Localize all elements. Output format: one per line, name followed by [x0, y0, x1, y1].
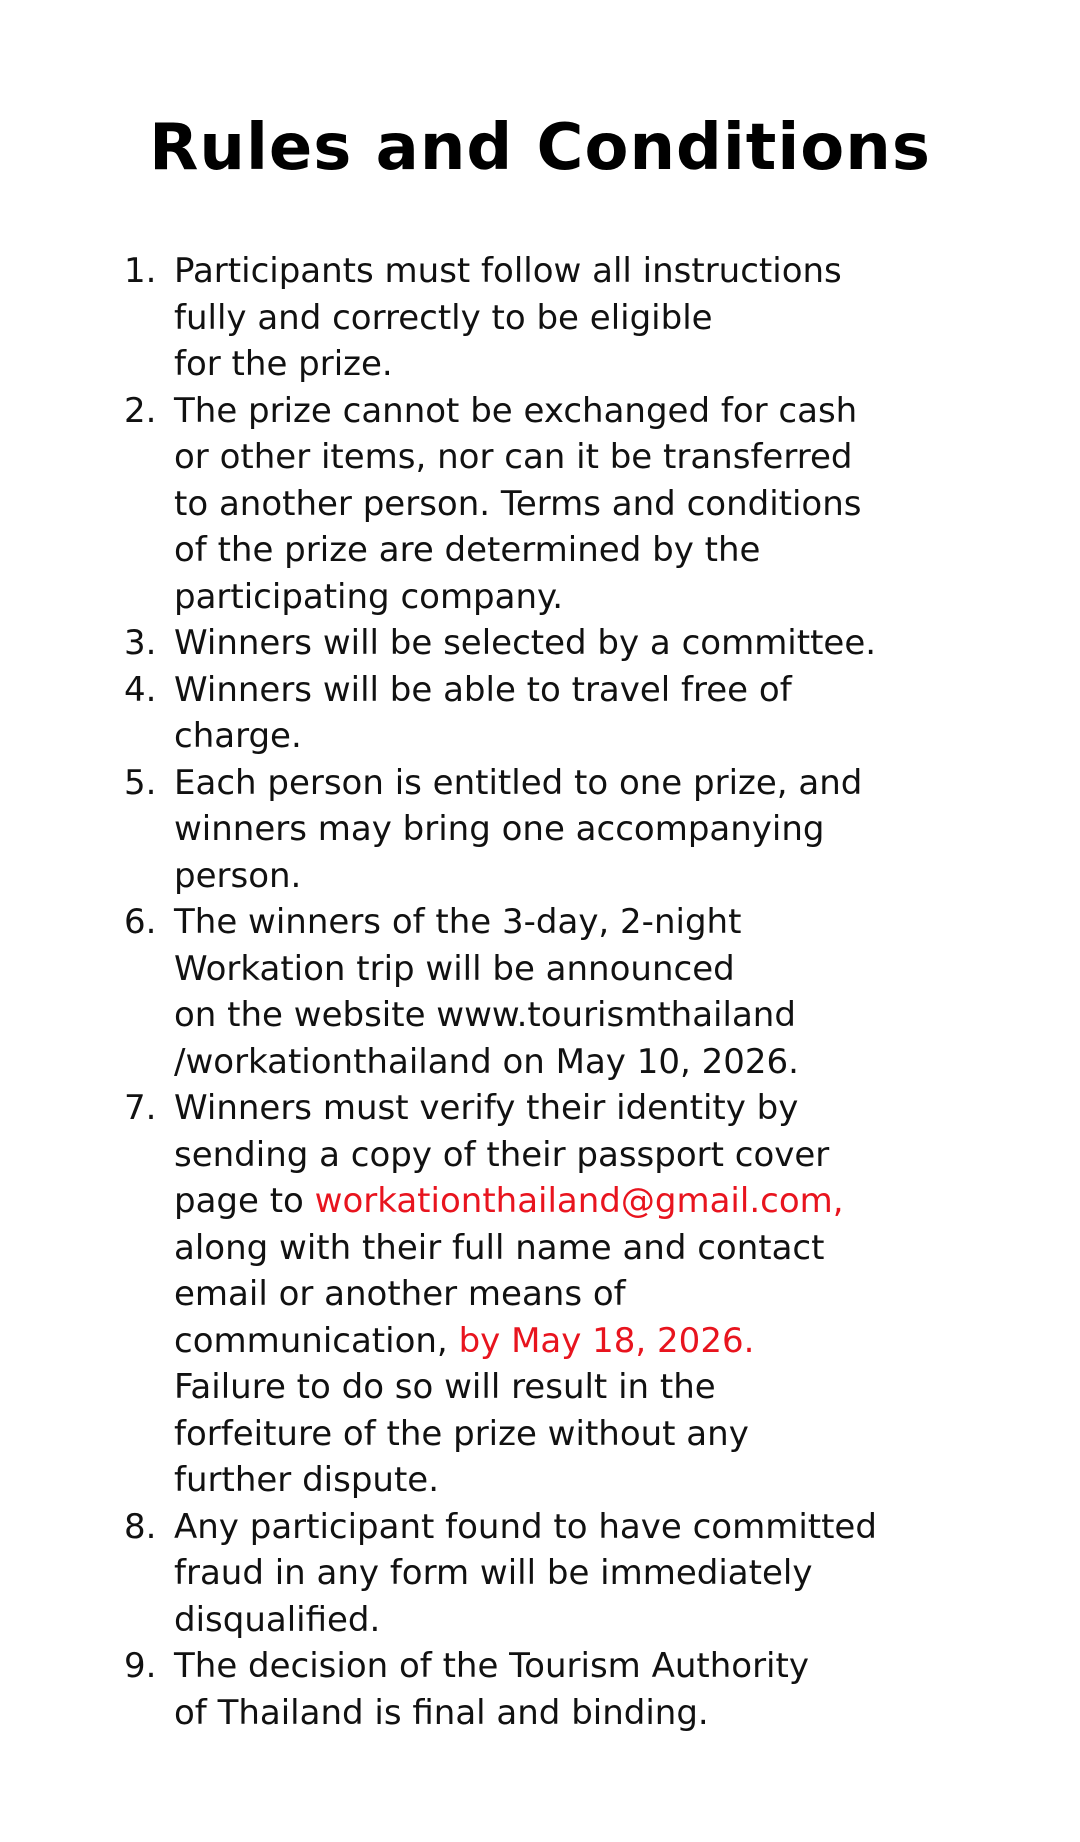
rule-item-4 — [124, 667, 1004, 760]
rule-item-2 — [124, 388, 1004, 621]
rule-item-3 — [124, 620, 1004, 667]
rule-number: 3. — [124, 623, 157, 663]
page-title: Rules and Conditions — [149, 111, 931, 185]
contact-email-link[interactable]: workationthailand@gmail.com, — [314, 1181, 844, 1221]
rule-number: 2. — [124, 390, 157, 431]
rule-number: 4. — [124, 669, 157, 710]
rule-number: 5. — [124, 762, 157, 803]
rule-item-6 — [124, 899, 1004, 1085]
rule-item-8 — [124, 1504, 1004, 1644]
rule-text: The prize cannot be exchanged for cash or other items, nor can it be transferred to another person. Terms and conditions of the prize are determined by the participating company. — [174, 390, 862, 617]
deadline-text: by May 18, 2026. — [458, 1320, 755, 1361]
rule-text: Any participant found to have committed fraud in any form will be immediately disqualified. — [174, 1506, 877, 1640]
rule-number: 7. — [124, 1088, 157, 1128]
rule-text-part: along with their full name and contact email or another means of communication, — [174, 1227, 825, 1361]
rule-number: 1. — [124, 251, 157, 291]
rule-item-5 — [124, 760, 1004, 900]
rule-text-part: Winners must verify their identity by sending a copy of their passport cover page to — [174, 1088, 830, 1221]
rule-text: Winners will be able to travel free of charge. — [174, 669, 792, 756]
rule-text: The decision of the Tourism Authority of Thailand is final and binding. — [174, 1646, 809, 1733]
rule-item-9 — [124, 1643, 1004, 1736]
rule-text: The winners of the 3-day, 2-night Workation trip will be announced on the website www.tourismthailand /workationthailand on May 10, 2026. — [174, 902, 799, 1082]
rule-number: 9. — [124, 1646, 157, 1686]
rules-list — [124, 248, 1004, 1736]
rule-text: Participants must follow all instructions fully and correctly to be eligible for the prize. — [174, 251, 842, 384]
rule-item-7 — [124, 1085, 1004, 1504]
rule-item-1 — [124, 248, 1004, 388]
rule-number: 8. — [124, 1506, 157, 1547]
rule-text: Winners will be selected by a committee. — [174, 623, 877, 663]
rule-number: 6. — [124, 902, 157, 942]
rule-text-part: Failure to do so will result in the forfeiture of the prize without any further dispute. — [174, 1367, 749, 1500]
rule-text: Each person is entitled to one prize, and winners may bring one accompanying person. — [174, 762, 863, 896]
rule-text — [174, 1085, 1004, 1504]
